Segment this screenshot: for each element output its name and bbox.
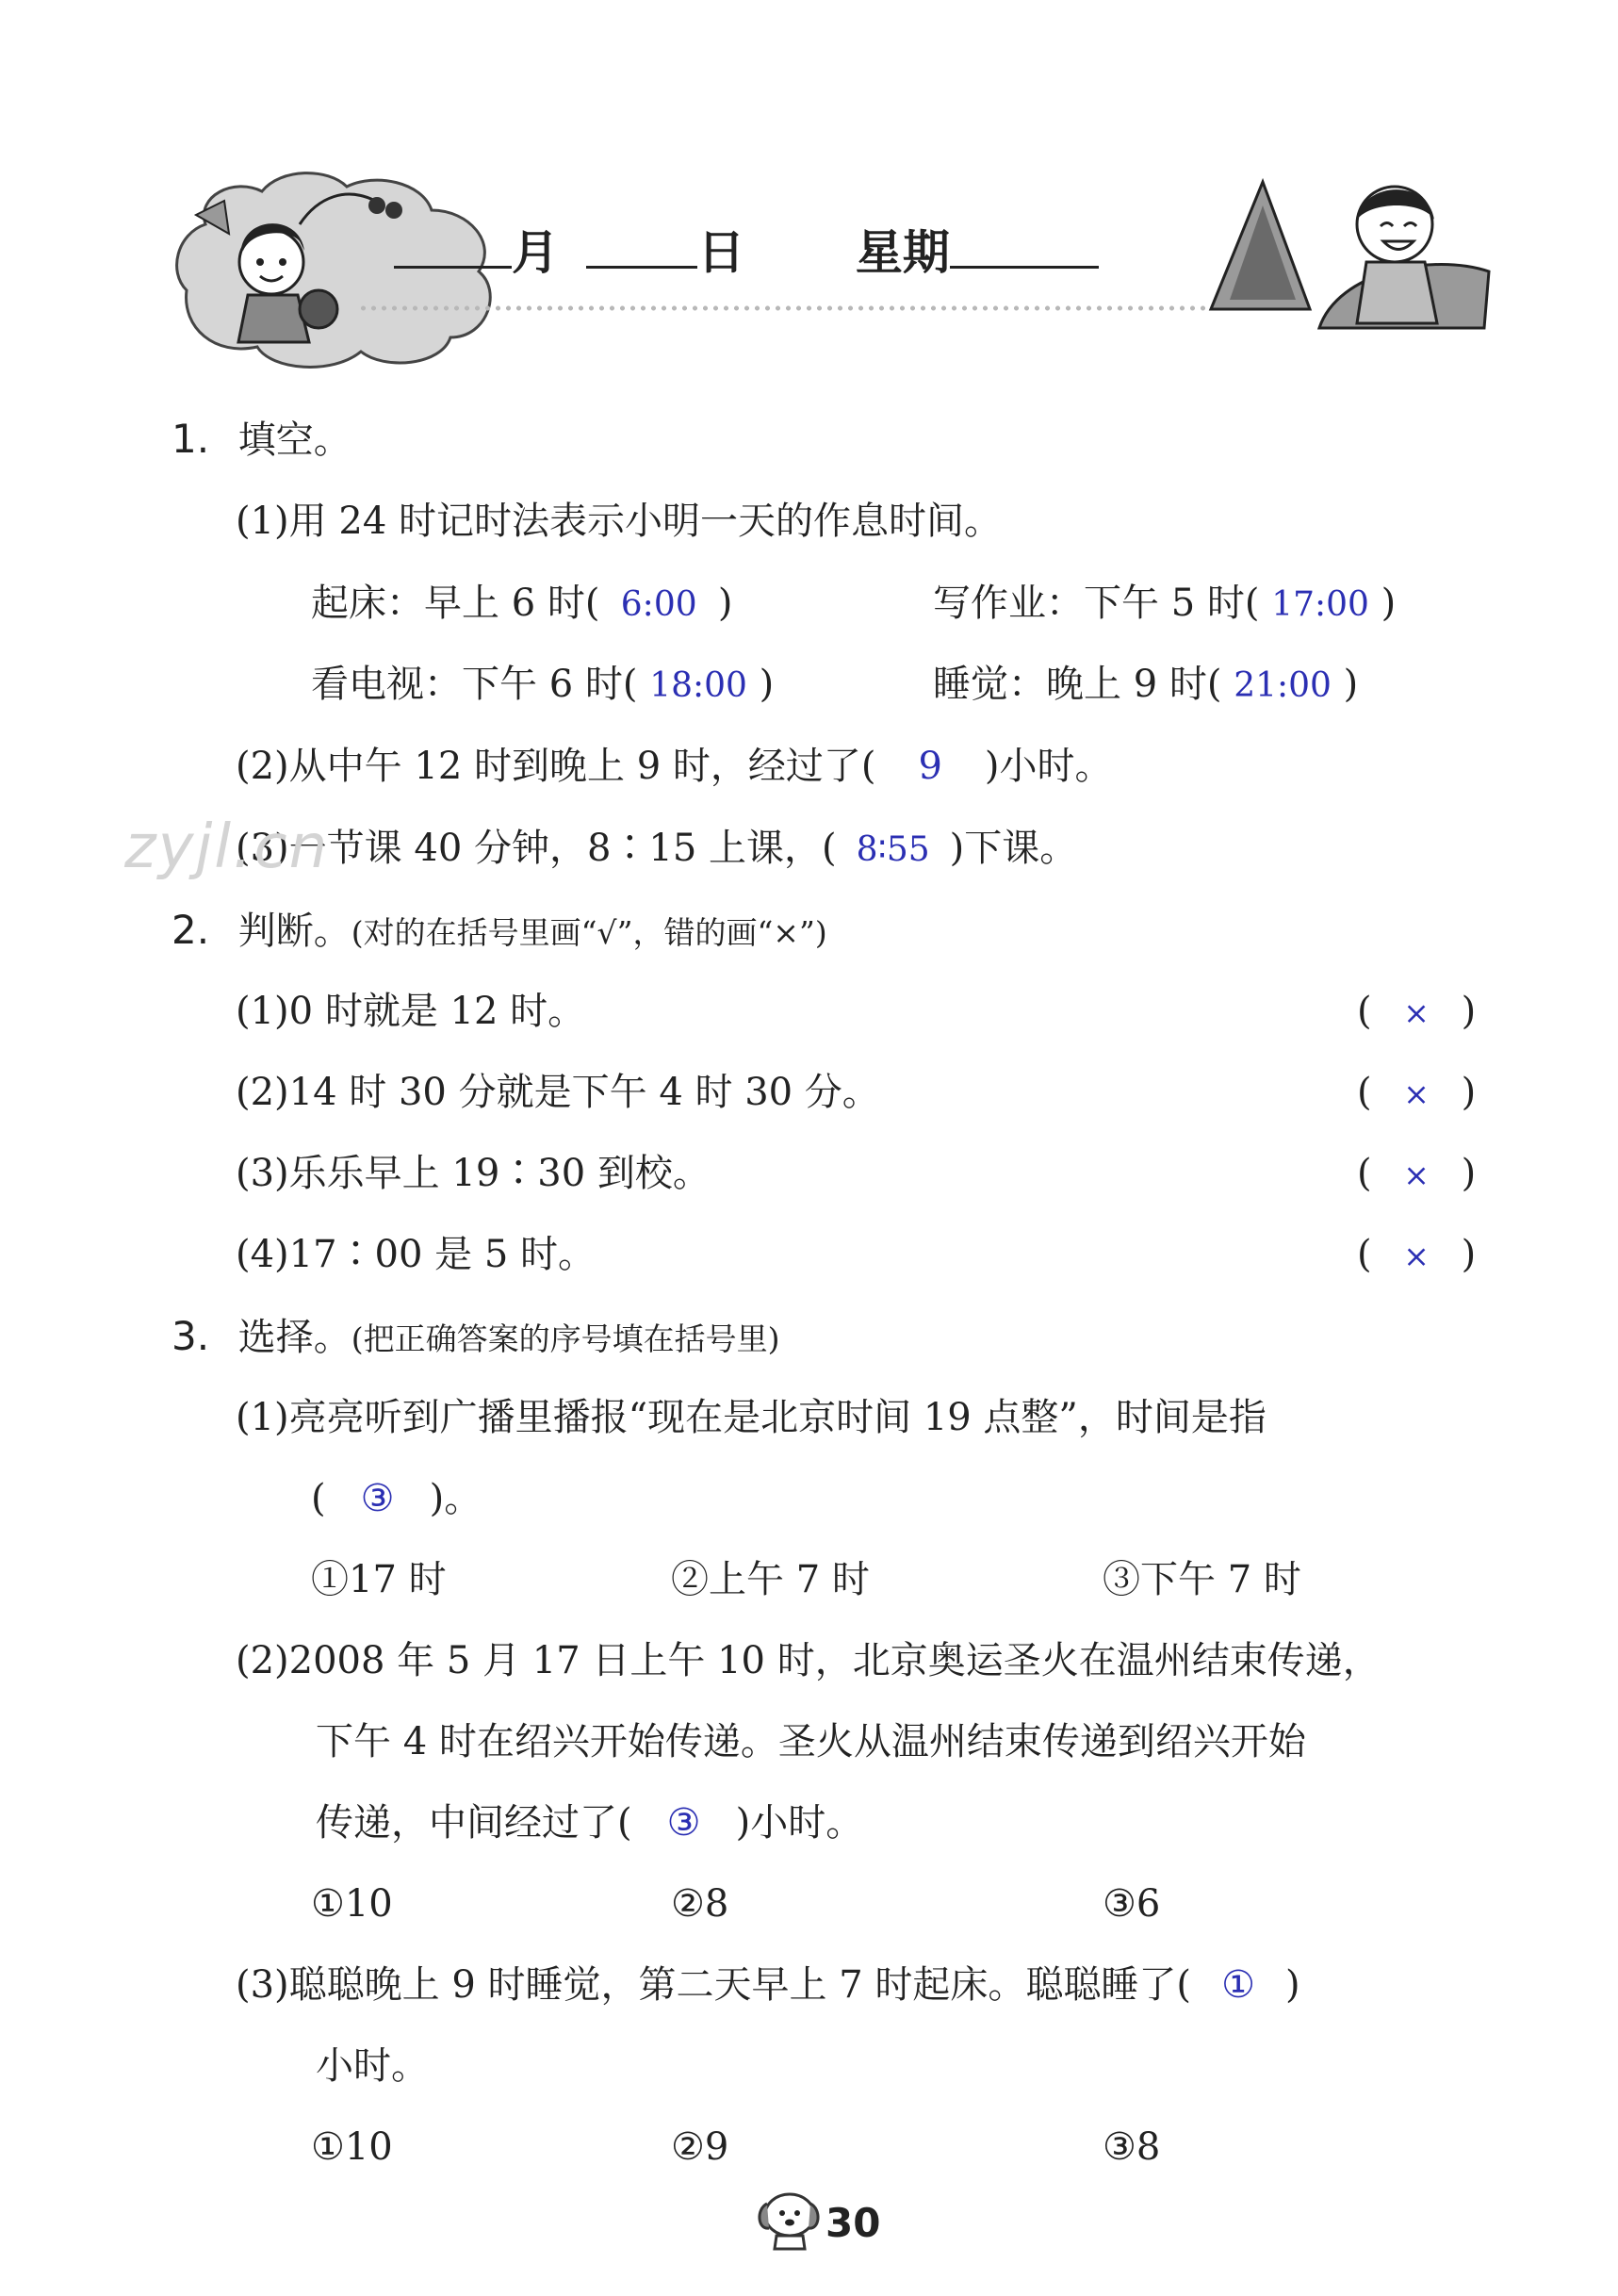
close-paren: )	[717, 582, 733, 625]
q1-part2-answer: 9	[918, 745, 942, 788]
answer-tv: 18:00	[649, 666, 747, 705]
q2-item-3-bracket: ( × )	[1357, 1152, 1477, 1195]
q3-sub1-bracket	[311, 1477, 482, 1520]
answer-homework: 17:00	[1271, 585, 1369, 624]
weekday-label: 星期	[855, 225, 950, 280]
page-number: 30	[825, 2200, 881, 2246]
close-paren: )	[1285, 1963, 1300, 2007]
q1-part2-text: (2)从中午 12 时到晚上 9 时，经过了(	[236, 745, 876, 788]
q3-sub3-option-1: ①10	[311, 2125, 393, 2169]
q3-sub3-option-2: ②9	[671, 2125, 729, 2169]
q3-sub2-line1: (2)2008 年 5 月 17 日上午 10 时，北京奥运圣火在温州结束传递，	[236, 1639, 1381, 1682]
q2-note: (对的在括号里画“√”，错的画“×”)	[351, 914, 827, 951]
q1-part3-text: (3)一节课 40 分钟，8∶15 上课，(	[236, 827, 837, 870]
q3-sub2-option-2: ②8	[671, 1882, 729, 1926]
q2-item-3: (3)乐乐早上 19∶30 到校。	[236, 1152, 711, 1195]
row-label: 起床：早上 6 时(	[311, 582, 600, 625]
q3-sub1-line1: (1)亮亮听到广播里播报“现在是北京时间 19 点整”，时间是指	[236, 1396, 1267, 1439]
q3-sub1-option-1: ①17 时	[311, 1558, 447, 1601]
q2-item-2: (2)14 时 30 分就是下午 4 时 30 分。	[236, 1071, 880, 1114]
q2-heading	[172, 907, 827, 953]
q2-number: 2.	[172, 907, 210, 953]
q3-sub2-suffix: )小时。	[735, 1801, 864, 1845]
q3-sub1-option-2: ②上午 7 时	[671, 1558, 870, 1601]
q3-title: 选择。	[237, 1316, 351, 1359]
q1-heading	[172, 416, 351, 462]
header-dotted-divider	[358, 303, 1216, 313]
q1-row-getup	[311, 582, 733, 625]
close-paren: )	[759, 663, 775, 706]
puppy-icon	[750, 2185, 827, 2253]
q1-part2-suffix: )小时。	[984, 745, 1113, 788]
q1-row-homework	[933, 582, 1397, 625]
q1-number: 1.	[172, 416, 210, 462]
watermark: zyjl.cn	[124, 812, 330, 882]
q3-sub2-option-3: ③6	[1103, 1882, 1161, 1926]
q3-sub3-line1	[236, 1963, 1300, 2007]
q3-sub2-line3	[316, 1801, 864, 1845]
q2-title: 判断。	[237, 910, 351, 953]
q2-item-2-answer: ×	[1403, 1075, 1430, 1112]
q3-number: 3.	[172, 1313, 210, 1359]
close-paren: )。	[429, 1477, 482, 1520]
q2-item-1-answer: ×	[1403, 994, 1430, 1031]
q3-sub3-line2: 小时。	[316, 2044, 429, 2088]
q3-note: (把正确答案的序号填在括号里)	[351, 1320, 780, 1357]
q1-row-sleep	[933, 663, 1359, 706]
q2-item-4: (4)17∶00 是 5 时。	[236, 1233, 597, 1276]
row-label: 看电视：下午 6 时(	[311, 663, 638, 706]
q2-item-3-answer: ×	[1403, 1156, 1430, 1193]
q3-sub3-option-3: ③8	[1103, 2125, 1161, 2169]
q3-sub1-option-3: ③下午 7 时	[1103, 1558, 1301, 1601]
row-label: 写作业：下午 5 时(	[933, 582, 1260, 625]
q3-heading	[172, 1313, 780, 1359]
q2-item-4-bracket: ( × )	[1357, 1233, 1477, 1276]
q1-part2	[236, 745, 1113, 788]
day-label: 日	[697, 225, 745, 280]
q3-sub1-answer: ③	[360, 1477, 395, 1520]
month-label: 月	[512, 225, 559, 280]
q1-part3-suffix: )下课。	[949, 827, 1078, 870]
q1-part1-text: (1)用 24 时记时法表示小明一天的作息时间。	[236, 500, 1002, 543]
q1-row-tv	[311, 663, 775, 706]
row-label: 睡觉：晚上 9 时(	[933, 663, 1222, 706]
close-paren: )	[1381, 582, 1397, 625]
q2-item-1: (1)0 时就是 12 时。	[236, 990, 586, 1033]
q1-part3-answer: 8∶55	[856, 830, 930, 869]
q1-title: 填空。	[237, 418, 351, 462]
close-paren: )	[1343, 663, 1359, 706]
q3-sub2-line3-text: 传递，中间经过了(	[316, 1801, 632, 1845]
date-header	[394, 215, 1099, 283]
q2-item-4-answer: ×	[1403, 1238, 1430, 1274]
q2-item-1-bracket: ( × )	[1357, 990, 1477, 1033]
girl-with-watermelon-illustration	[1206, 168, 1498, 337]
q3-sub3-line1-text: (3)聪聪晚上 9 时睡觉，第二天早上 7 时起床。聪聪睡了(	[236, 1963, 1192, 2007]
q2-item-2-bracket: ( × )	[1357, 1071, 1477, 1114]
q1-part3	[236, 827, 1078, 870]
open-paren: (	[311, 1477, 326, 1520]
q3-sub3-answer: ①	[1221, 1963, 1255, 2007]
q3-sub2-line2: 下午 4 时在绍兴开始传递。圣火从温州结束传递到绍兴开始	[316, 1720, 1306, 1763]
q3-sub2-option-1: ①10	[311, 1882, 393, 1926]
answer-getup: 6:00	[620, 585, 697, 624]
answer-sleep: 21:00	[1234, 666, 1332, 705]
q3-sub2-answer: ③	[666, 1801, 701, 1845]
